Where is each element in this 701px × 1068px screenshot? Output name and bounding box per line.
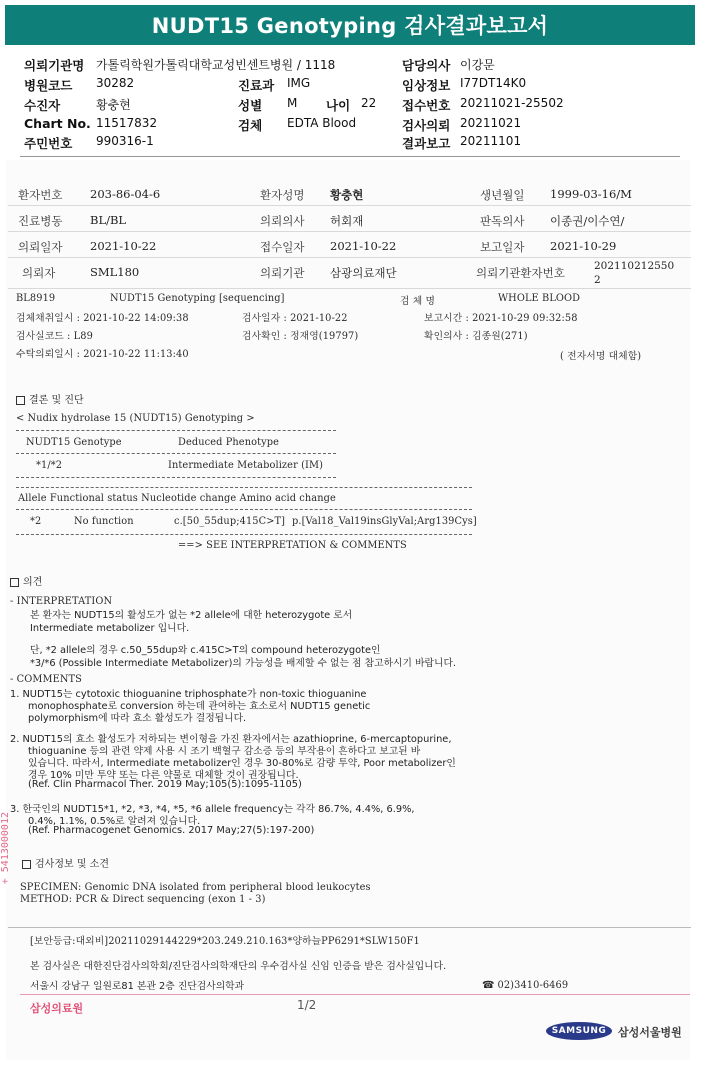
table-rule (16, 487, 472, 488)
report-date-label: 보고일자 (480, 240, 525, 254)
dept-value: IMG (287, 76, 311, 90)
doctor-label: 담당의사 (402, 58, 451, 73)
info-divider (8, 205, 691, 206)
test-name: NUDT15 Genotyping [sequencing] (110, 293, 285, 304)
patient-label: 수진자 (24, 98, 61, 113)
clinical-label: 임상정보 (402, 78, 451, 93)
gene-title: < Nudix hydrolase 15 (NUDT15) Genotyping > (16, 413, 255, 424)
doctor-confirm: 확인의사 : 김종원(271) (424, 331, 528, 342)
sex-label: 성별 (238, 98, 263, 113)
col-phenotype: Deduced Phenotype (178, 437, 280, 448)
certification-line: 본 검사실은 대한진단검사의학회/진단검사의학재단의 우수검사실 신임 인증을 받은 검사실입니다. (30, 961, 447, 972)
table-rule (16, 534, 472, 535)
section-testinfo-title: 검사정보 및 소견 (22, 855, 109, 870)
specimen-name-label: 검 체 명 (400, 296, 436, 307)
col-genotype: NUDT15 Genotype (26, 437, 122, 448)
exam-confirm: 검사확인 : 정재영(19797) (242, 331, 359, 342)
ref-patient-no-value-cont: 2 (594, 274, 601, 286)
interpretation-line: Intermediate metabolizer 입니다. (30, 623, 190, 634)
ref-doctor-value: 허회재 (330, 214, 364, 228)
receipt-label: 접수번호 (402, 98, 451, 113)
requester-value: SML180 (90, 265, 140, 279)
phone-line: ☎ 02)3410-6469 (482, 980, 569, 991)
info-divider (8, 257, 691, 258)
allele-table-header: Allele Functional status Nucleotide change Amino acid change (18, 493, 336, 504)
birth-value: 1999-03-16/M (550, 187, 632, 201)
comment-line: 2. NUDT15의 효소 활성도가 저하되는 변이형을 가진 환자에서는 azathioprine, 6-mercaptopurine, (10, 734, 452, 745)
phenotype-value: Intermediate Metabolizer (IM) (168, 460, 324, 471)
id-value: 990316-1 (96, 134, 154, 148)
esign-note: ( 전자서명 대체함) (560, 351, 642, 362)
ref-institution-value: 삼광의료재단 (330, 266, 397, 280)
sex-value: M (287, 96, 298, 110)
samsung-medical-logo: 삼성의료원 (30, 1002, 84, 1015)
comment-line: thioguanine 등의 관련 약제 사용 시 조기 백혈구 감소증 등의 부작용이 흔하다고 보고된 바 (28, 746, 421, 757)
comments-title: - COMMENTS (10, 674, 82, 685)
ward-label: 진료병동 (18, 214, 63, 228)
room-code: 검사실코드 : L89 (16, 331, 93, 342)
test-code: BL8919 (16, 293, 56, 304)
section-bullet-icon (22, 860, 31, 869)
see-interpretation: ==> SEE INTERPRETATION & COMMENTS (178, 540, 407, 551)
patient-no-value: 203-86-04-6 (90, 187, 161, 201)
report-time: 보고시간 : 2021-10-29 09:32:58 (424, 313, 578, 324)
table-rule (16, 509, 472, 510)
institution-label: 의뢰기관명 (24, 58, 85, 73)
age-value: 22 (361, 96, 377, 110)
interpretation-line: *3/*6 (Possible Intermediate Metabolizer)의 가능성을 배제할 수 없는 점 참고하시기 바랍니다. (30, 658, 457, 669)
info-divider (8, 231, 691, 232)
patient-value: 황충현 (96, 98, 131, 112)
institution-value: 가톨릭학원가톨릭대학교성빈센트병원 / 1118 (96, 58, 336, 72)
footer-divider (8, 927, 691, 928)
side-barcode-text: + 5413000012 (0, 812, 11, 885)
ref-patient-no-label: 의뢰기관환자번호 (476, 266, 565, 280)
comment-line: 있습니다. 따라서, Intermediate metabolizer인 경우 30-80%로 감량 투약, Poor metabolizer인 (28, 758, 456, 769)
hospital-code-value: 30282 (96, 76, 135, 90)
request-value: 20211021 (460, 116, 522, 130)
patient-name-value: 황충현 (330, 188, 364, 202)
consign-time: 수탁의뢰일시 : 2021-10-22 11:13:40 (16, 349, 189, 360)
ward-value: BL/BL (90, 213, 127, 227)
specimen-value: EDTA Blood (287, 116, 357, 130)
comment-line: 1. NUDT15는 cytotoxic thioguanine triphosphate가 non-toxic thioguanine (10, 689, 367, 700)
specimen-line: SPECIMEN: Genomic DNA isolated from peripheral blood leukocytes (20, 882, 371, 893)
comment-line: (Ref. Clin Pharmacol Ther. 2019 May;105(5):1095-1105) (28, 779, 302, 790)
info-divider (8, 288, 691, 289)
request-date-label: 의뢰일자 (18, 240, 63, 254)
footer-pink-rule (20, 994, 690, 995)
reading-doctor-value: 이종권/이수연/ (550, 214, 625, 228)
table-rule (16, 453, 336, 454)
report-date-value: 2021-10-29 (550, 239, 617, 253)
comment-line: polymorphism에 따라 효소 활성도가 결정됩니다. (28, 713, 247, 724)
specimen-label: 검체 (238, 118, 263, 133)
section-bullet-icon (16, 396, 25, 405)
doctor-value: 이강문 (460, 58, 495, 72)
patient-name-label: 환자성명 (260, 188, 305, 202)
comment-line: 0.4%, 1.1%, 0.5%로 알려져 있습니다. (28, 816, 201, 827)
interpretation-line: 단, *2 allele의 경우 c.50_55dup와 c.415C>T의 compound heterozygote인 (30, 645, 381, 656)
ref-institution-label: 의뢰기관 (260, 266, 305, 280)
exam-date: 검사일자 : 2021-10-22 (242, 313, 348, 324)
receipt-value: 20211021-25502 (460, 96, 564, 110)
request-date-value: 2021-10-22 (90, 239, 157, 253)
section-opinion-title: 의견 (10, 573, 42, 588)
comment-line: (Ref. Pharmacogenet Genomics. 2017 May;27(5):197-200) (28, 825, 315, 836)
address-line: 서울시 강남구 일원로81 본관 2층 진단검사의학과 (30, 981, 245, 992)
report-date-label: 결과보고 (402, 136, 451, 151)
interpretation-title: - INTERPRETATION (10, 596, 113, 607)
report-title: NUDT15 Genotyping 검사결과보고서 (5, 5, 695, 45)
comment-line: monophosphate로 conversion 하는데 관여하는 효소로서 NUDT15 genetic (28, 701, 371, 712)
ref-patient-no-value: 202110212550 (594, 260, 675, 272)
receipt-date-value: 2021-10-22 (330, 239, 397, 253)
allele-nucleotide: c.[50_55dup;415C>T] (174, 516, 286, 527)
reading-doctor-label: 판독의사 (480, 214, 525, 228)
collect-time: 검체채취일시 : 2021-10-22 14:09:38 (16, 313, 189, 324)
interpretation-line: 본 환자는 NUDT15의 활성도가 없는 *2 allele에 대한 heterozygote 로서 (30, 610, 353, 621)
comment-line: 3. 한국인의 NUDT15*1, *2, *3, *4, *5, *6 allele frequency는 각각 86.7%, 4.4%, 6.9%, (10, 804, 415, 815)
table-rule (16, 430, 336, 431)
allele-name: *2 (30, 516, 42, 527)
report-header (0, 52, 701, 152)
header-divider (20, 156, 680, 157)
security-line: [보안등급:대외비]20211029144229*203.249.210.163*양하늘PP6291*SLW150F1 (30, 936, 420, 947)
samsung-logo: SAMSUNG (546, 1022, 612, 1040)
chart-value: 11517832 (96, 116, 158, 130)
hospital-name: 삼성서울병원 (618, 1026, 682, 1039)
section-bullet-icon (10, 578, 19, 587)
section-conclusion-title: 결론 및 진단 (16, 391, 84, 406)
table-rule (16, 477, 336, 478)
comment-line: 경우 10% 미만 투약 또는 다른 약물로 대체할 것이 권장됩니다. (28, 770, 299, 781)
id-label: 주민번호 (24, 136, 73, 151)
page-number: 1/2 (297, 998, 317, 1012)
receipt-date-label: 접수일자 (260, 240, 305, 254)
dept-label: 진료과 (238, 78, 275, 93)
request-label: 검사의뢰 (402, 118, 451, 133)
requester-label: 의뢰자 (22, 266, 56, 280)
method-line: METHOD: PCR & Direct sequencing (exon 1 - 3) (20, 894, 266, 905)
allele-function: No function (74, 516, 134, 527)
hospital-code-label: 병원코드 (24, 78, 73, 93)
ref-doctor-label: 의뢰의사 (260, 214, 305, 228)
report-date-value: 20211101 (460, 134, 522, 148)
chart-label: Chart No. (24, 116, 91, 131)
patient-no-label: 환자번호 (18, 188, 63, 202)
specimen-name-value: WHOLE BLOOD (498, 293, 581, 304)
allele-amino-acid: p.[Val18_Val19insGlyVal;Arg139Cys] (292, 516, 477, 527)
genotype-value: *1/*2 (36, 460, 63, 471)
age-label: 나이 (326, 98, 351, 113)
birth-label: 생년월일 (480, 188, 525, 202)
clinical-value: I77DT14K0 (460, 76, 527, 90)
